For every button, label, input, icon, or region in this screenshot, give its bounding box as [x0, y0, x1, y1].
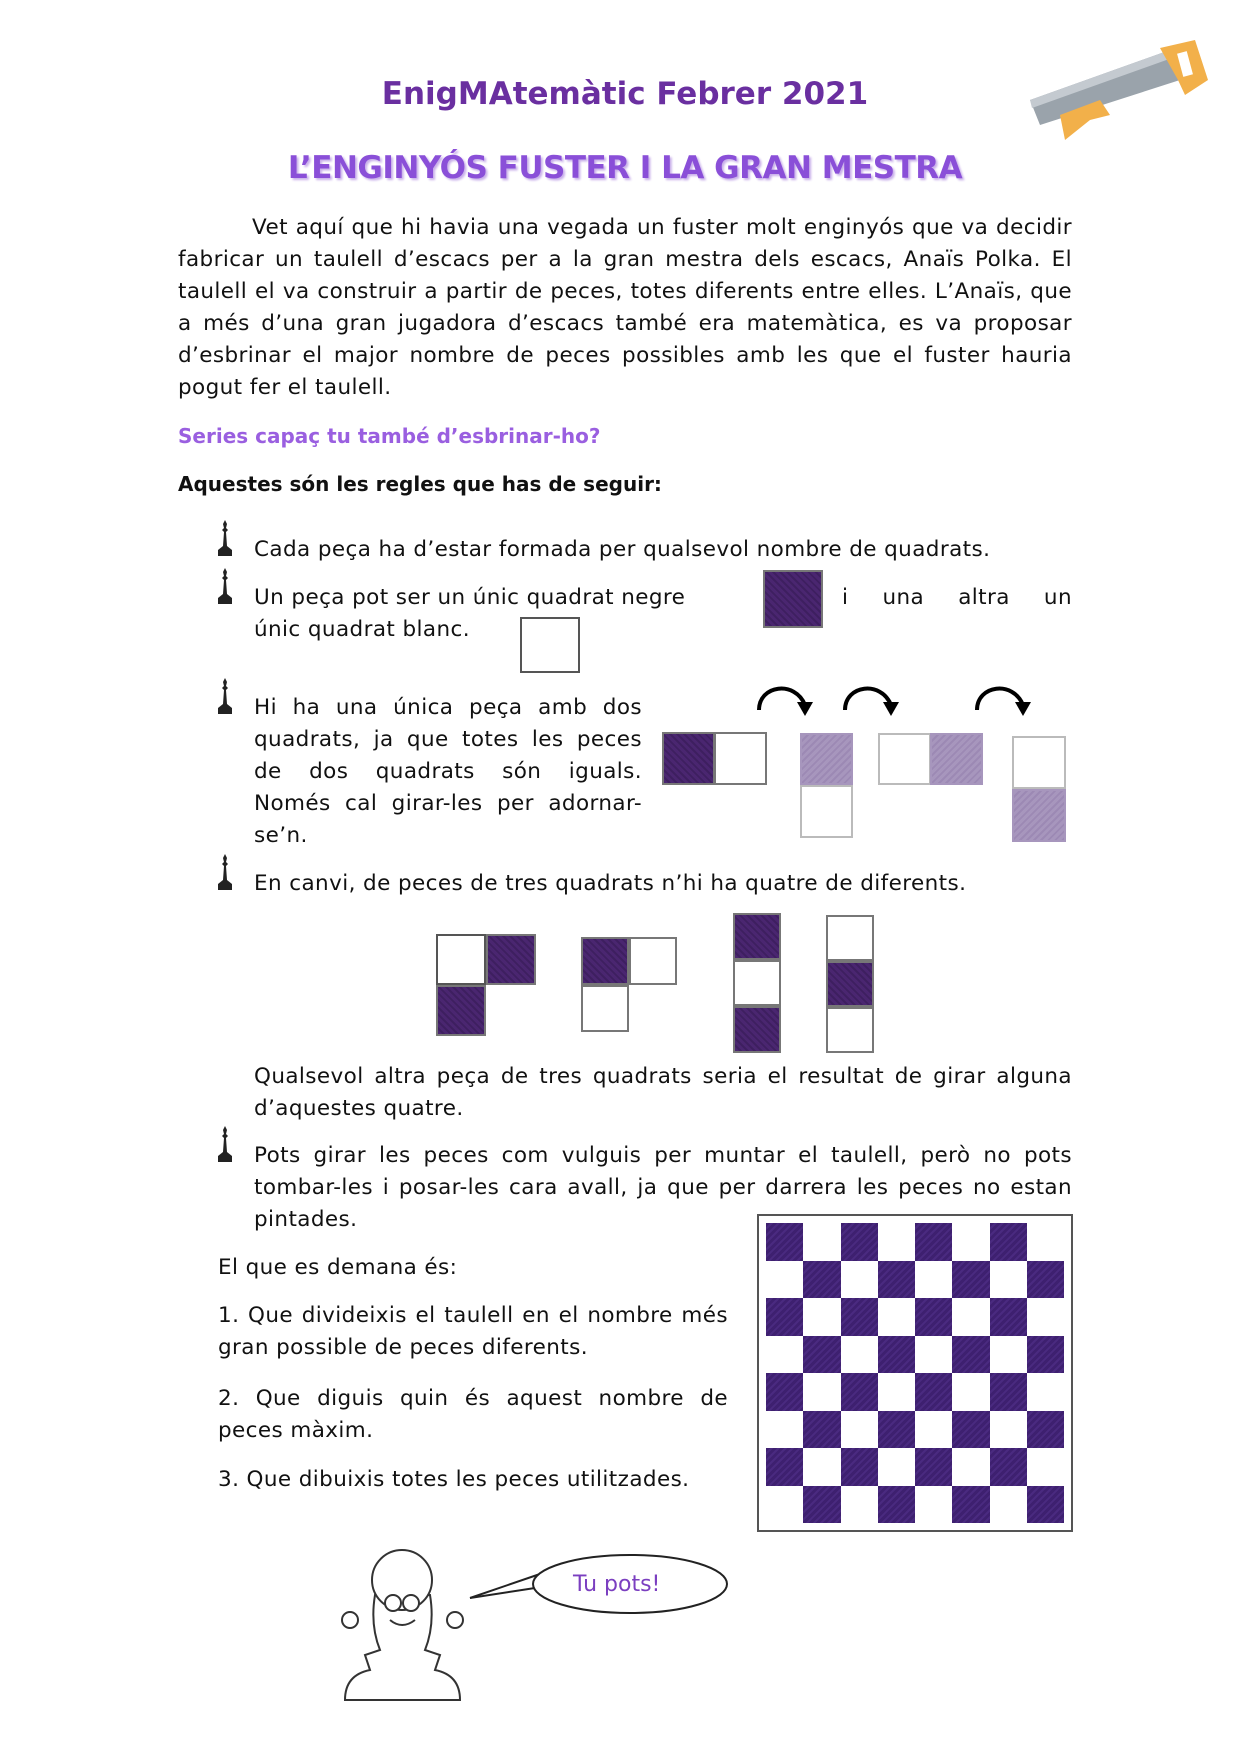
chessboard — [757, 1214, 1073, 1532]
board-square — [952, 1373, 989, 1411]
rotate-arrows-icon — [755, 680, 1055, 720]
domino-dark-square — [800, 733, 853, 785]
board-square — [841, 1223, 878, 1261]
board-square — [915, 1261, 952, 1299]
board-square — [990, 1373, 1027, 1411]
board-square — [1027, 1336, 1064, 1374]
domino-white-square — [800, 785, 853, 838]
domino-dark-square — [930, 733, 983, 785]
chess-piece-bullet-icon — [216, 678, 234, 714]
board-square — [878, 1223, 915, 1261]
domino-white-square — [714, 732, 767, 785]
single-white-square — [520, 617, 580, 673]
tromino-dark-square — [581, 937, 629, 985]
board-square — [915, 1298, 952, 1336]
board-square — [952, 1223, 989, 1261]
chessboard-grid — [766, 1223, 1064, 1523]
board-square — [952, 1298, 989, 1336]
tromino-dark-square — [486, 934, 536, 985]
tromino-dark-square — [733, 913, 781, 960]
board-square — [766, 1411, 803, 1449]
chess-piece-bullet-icon — [216, 854, 234, 890]
board-square — [952, 1261, 989, 1299]
rule-3: Hi ha una única peça amb dos quadrats, ja que totes les peces de dos quadrats són iguals. Només cal girar-les per adornar-se’n. — [254, 695, 642, 848]
question-heading: Series capaç tu també d’esbrinar-ho? — [178, 424, 601, 448]
board-square — [1027, 1298, 1064, 1336]
board-square — [841, 1373, 878, 1411]
board-square — [841, 1486, 878, 1524]
board-square — [803, 1336, 840, 1374]
rule-1: Cada peça ha d’estar formada per qualsevol nombre de quadrats. — [254, 537, 991, 562]
rule-5: Pots girar les peces com vulguis per muntar el taulell, però no pots tombar-les i posar-les cara avall, ja que per darrera les peces no estan pintades. — [254, 1143, 1072, 1232]
rule-2b: i una altra un — [842, 585, 1072, 610]
board-square — [990, 1411, 1027, 1449]
board-square — [952, 1411, 989, 1449]
board-square — [1027, 1223, 1064, 1261]
tromino-white-square — [629, 937, 677, 985]
single-black-square — [763, 570, 823, 628]
page-title: EnigMAtemàtic Febrer 2021 — [381, 76, 869, 112]
board-square — [803, 1486, 840, 1524]
board-square — [841, 1298, 878, 1336]
board-square — [803, 1448, 840, 1486]
ask-item-3: 3. Que dibuixis totes les peces utilitzades. — [218, 1467, 690, 1492]
board-square — [915, 1223, 952, 1261]
board-square — [766, 1298, 803, 1336]
board-square — [990, 1486, 1027, 1524]
board-square — [878, 1373, 915, 1411]
board-square — [766, 1223, 803, 1261]
board-square — [952, 1336, 989, 1374]
pawn-character-icon — [335, 1545, 470, 1705]
rule-4: En canvi, de peces de tres quadrats n’hi ha quatre de diferents. — [254, 871, 967, 896]
board-square — [1027, 1448, 1064, 1486]
bubble-text: Tu pots! — [573, 1572, 661, 1597]
board-square — [878, 1298, 915, 1336]
board-square — [915, 1336, 952, 1374]
board-square — [915, 1411, 952, 1449]
board-square — [766, 1448, 803, 1486]
domino-white-square — [1012, 736, 1066, 789]
board-square — [915, 1448, 952, 1486]
rule-2a: Un peça pot ser un únic quadrat negre — [254, 585, 686, 610]
board-square — [990, 1298, 1027, 1336]
board-square — [766, 1261, 803, 1299]
board-square — [990, 1223, 1027, 1261]
board-square — [841, 1336, 878, 1374]
board-square — [766, 1373, 803, 1411]
tromino-dark-square — [826, 961, 874, 1007]
board-square — [878, 1261, 915, 1299]
domino-dark-square — [1012, 789, 1066, 842]
board-square — [990, 1261, 1027, 1299]
tromino-white-square — [733, 960, 781, 1006]
board-square — [1027, 1411, 1064, 1449]
tromino-dark-square — [436, 985, 486, 1036]
board-square — [878, 1411, 915, 1449]
board-square — [803, 1223, 840, 1261]
board-square — [841, 1261, 878, 1299]
rule-4-note: Qualsevol altra peça de tres quadrats seria el resultat de girar alguna d’aquestes quatre. — [254, 1064, 1072, 1121]
domino-dark-square — [662, 732, 715, 785]
board-square — [990, 1448, 1027, 1486]
tromino-white-square — [581, 985, 629, 1032]
ask-item-2: 2. Que diguis quin és aquest nombre de peces màxim. — [218, 1386, 728, 1443]
board-square — [841, 1411, 878, 1449]
board-square — [990, 1336, 1027, 1374]
ask-intro: El que es demana és: — [218, 1255, 458, 1280]
board-square — [952, 1448, 989, 1486]
board-square — [878, 1336, 915, 1374]
board-square — [878, 1448, 915, 1486]
tromino-dark-square — [733, 1006, 781, 1053]
board-square — [1027, 1486, 1064, 1524]
board-square — [766, 1336, 803, 1374]
ask-item-1: 1. Que divideixis el taulell en el nombre més gran possible de peces diferents. — [218, 1303, 728, 1360]
board-square — [803, 1411, 840, 1449]
board-square — [878, 1486, 915, 1524]
chess-piece-bullet-icon — [216, 1126, 234, 1162]
board-square — [952, 1486, 989, 1524]
board-square — [1027, 1261, 1064, 1299]
rules-heading: Aquestes són les regles que has de seguir: — [178, 472, 662, 496]
rule-2c: únic quadrat blanc. — [254, 617, 470, 642]
board-square — [841, 1448, 878, 1486]
page-subtitle: L’ENGINYÓS FUSTER I LA GRAN MESTRA — [287, 150, 963, 186]
domino-white-square — [878, 733, 931, 785]
tromino-white-square — [826, 1007, 874, 1053]
board-square — [1027, 1373, 1064, 1411]
board-square — [766, 1486, 803, 1524]
board-square — [803, 1373, 840, 1411]
board-square — [915, 1373, 952, 1411]
tromino-white-square — [436, 934, 486, 985]
board-square — [803, 1298, 840, 1336]
intro-paragraph: Vet aquí que hi havia una vegada un fuster molt enginyós que va decidir fabricar un taulell d’escacs per a la gran mestra dels escacs, Anaïs Polka. El taulell el va construir a partir de peces, totes diferents entre elles. L’Anaïs, que a més d’una gran jugadora d’escacs també era matemàtica, es va proposar d’esbrinar el major nombre de peces possibles amb les que el fuster hauria pogut fer el taulell. — [178, 215, 1072, 400]
chess-piece-bullet-icon — [216, 520, 234, 556]
tromino-white-square — [826, 915, 874, 961]
board-square — [803, 1261, 840, 1299]
chess-piece-bullet-icon — [216, 568, 234, 604]
board-square — [915, 1486, 952, 1524]
